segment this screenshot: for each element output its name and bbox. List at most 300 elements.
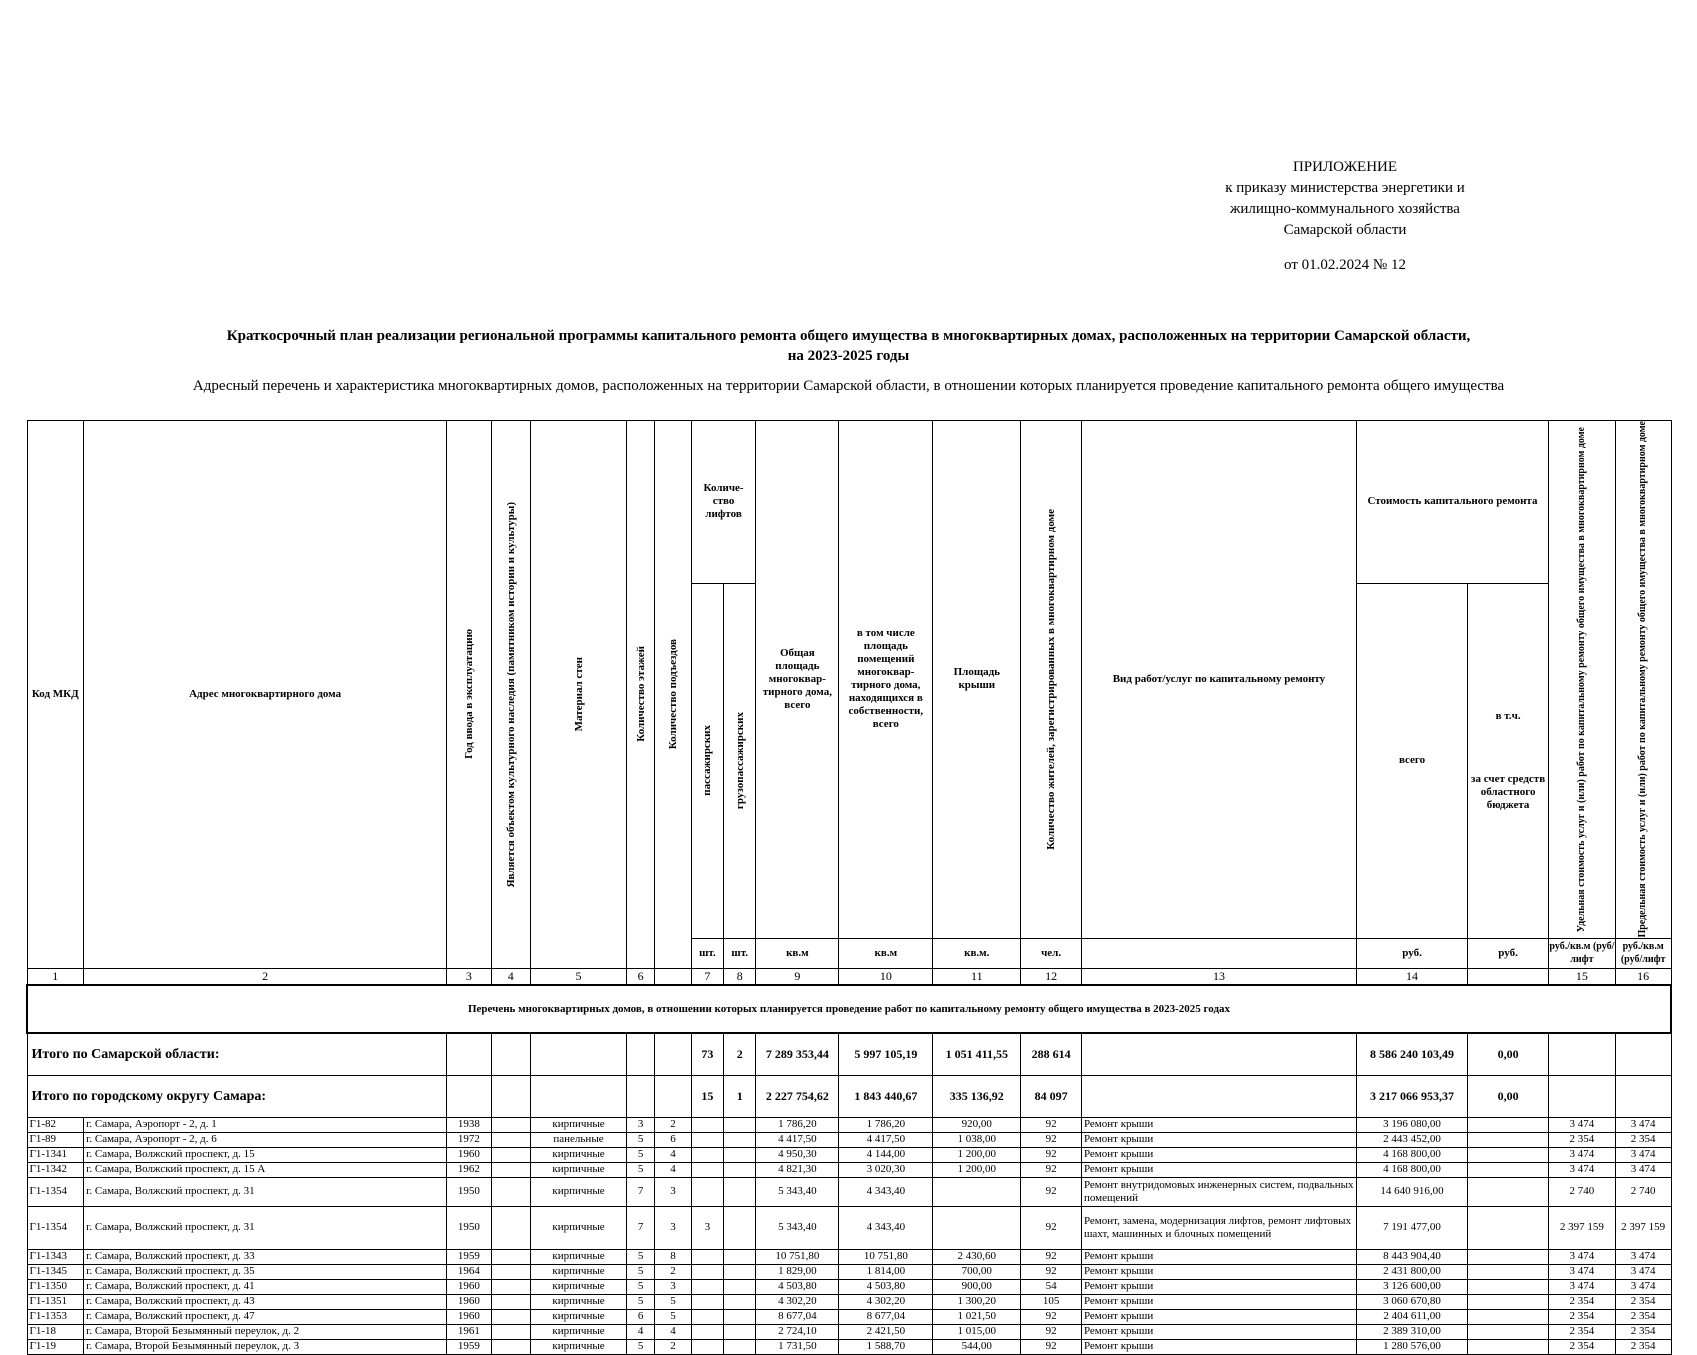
cell-cargo bbox=[724, 1132, 756, 1147]
cell-floors: 7 bbox=[627, 1206, 655, 1249]
cell-code: Г1-1351 bbox=[27, 1294, 84, 1309]
cell-owned-area: 10 751,80 bbox=[839, 1249, 933, 1264]
cell-walls: кирпичные bbox=[530, 1249, 626, 1264]
total-empty-cell bbox=[1615, 1075, 1671, 1117]
header-work-type: Вид работ/услуг по капитальному ремонту bbox=[1081, 421, 1356, 939]
unit-sqm: кв.м bbox=[839, 938, 933, 968]
total-roof-area: 335 136,92 bbox=[933, 1075, 1021, 1117]
cell-max-cost: 3 474 bbox=[1615, 1264, 1671, 1279]
header-max-cost bbox=[1615, 421, 1671, 939]
cell-year: 1960 bbox=[447, 1279, 491, 1294]
header-floors-text: Количество этажей bbox=[634, 646, 647, 743]
table-row bbox=[27, 1206, 1671, 1249]
header-residents-text: Количество жителей, зарегистрированных в многоквартирном доме bbox=[1045, 508, 1058, 850]
cell-cost: 3 126 600,00 bbox=[1356, 1279, 1467, 1294]
table-row bbox=[27, 1117, 1671, 1132]
section-title: Перечень многоквартирных домов, в отношении которых планируется проведение работ по капитальному ремонту общего имущества в 2023-2025 годах bbox=[27, 985, 1671, 1033]
cell-heritage bbox=[491, 1264, 530, 1279]
cell-walls: кирпичные bbox=[530, 1264, 626, 1279]
cell-max-cost: 2 354 bbox=[1615, 1294, 1671, 1309]
cell-unit-cost: 3 474 bbox=[1549, 1279, 1616, 1294]
cell-cargo bbox=[724, 1339, 756, 1354]
cell-work: Ремонт, замена, модернизация лифтов, ремонт лифтовых шахт, машинных и блочных помещений bbox=[1081, 1206, 1356, 1249]
header-cost-total: всего bbox=[1356, 583, 1467, 938]
header-roof-area: Площадь крыши bbox=[933, 421, 1021, 939]
cell-passenger bbox=[691, 1162, 723, 1177]
column-number: 13 bbox=[1081, 968, 1356, 985]
total-empty-cell bbox=[447, 1033, 491, 1075]
total-owned-area: 1 843 440,67 bbox=[839, 1075, 933, 1117]
cell-regional bbox=[1468, 1206, 1549, 1249]
cell-heritage bbox=[491, 1279, 530, 1294]
cell-entrances: 5 bbox=[655, 1294, 691, 1309]
cell-cargo bbox=[724, 1162, 756, 1177]
table-row bbox=[27, 1147, 1671, 1162]
table-row bbox=[27, 1177, 1671, 1206]
cell-floors: 5 bbox=[627, 1264, 655, 1279]
header-passenger bbox=[691, 583, 723, 938]
cell-passenger bbox=[691, 1279, 723, 1294]
total-cargo: 2 bbox=[724, 1033, 756, 1075]
header-year-text: Год ввода в эксплуатацию bbox=[462, 629, 475, 760]
cell-roof-area bbox=[933, 1177, 1021, 1206]
cell-roof-area: 700,00 bbox=[933, 1264, 1021, 1279]
header-cargo bbox=[724, 583, 756, 938]
cell-entrances: 3 bbox=[655, 1206, 691, 1249]
cell-cost: 2 404 611,00 bbox=[1356, 1309, 1467, 1324]
cell-roof-area: 2 430,60 bbox=[933, 1249, 1021, 1264]
cell-unit-cost: 2 740 bbox=[1549, 1177, 1616, 1206]
cell-address: г. Самара, Волжский проспект, д. 31 bbox=[84, 1177, 447, 1206]
cell-heritage bbox=[491, 1147, 530, 1162]
cell-max-cost: 3 474 bbox=[1615, 1249, 1671, 1264]
cell-residents: 92 bbox=[1021, 1132, 1082, 1147]
cell-unit-cost: 2 354 bbox=[1549, 1339, 1616, 1354]
cell-cost: 4 168 800,00 bbox=[1356, 1162, 1467, 1177]
cell-total-area: 1 786,20 bbox=[756, 1117, 839, 1132]
column-number: 8 bbox=[724, 968, 756, 985]
cell-walls: кирпичные bbox=[530, 1206, 626, 1249]
unit-sqm: кв.м bbox=[756, 938, 839, 968]
cell-passenger: 3 bbox=[691, 1206, 723, 1249]
column-number bbox=[1468, 968, 1549, 985]
cell-residents: 92 bbox=[1021, 1249, 1082, 1264]
total-row bbox=[27, 1033, 1671, 1075]
table-row bbox=[27, 1249, 1671, 1264]
cell-walls: кирпичные bbox=[530, 1117, 626, 1132]
cell-owned-area: 1 814,00 bbox=[839, 1264, 933, 1279]
cell-roof-area: 1 300,20 bbox=[933, 1294, 1021, 1309]
cell-residents: 92 bbox=[1021, 1147, 1082, 1162]
appendix-line: жилищно-коммунального хозяйства bbox=[1230, 201, 1460, 217]
total-cost-total: 3 217 066 953,37 bbox=[1356, 1075, 1467, 1117]
cell-work: Ремонт крыши bbox=[1081, 1162, 1356, 1177]
cell-total-area: 5 343,40 bbox=[756, 1206, 839, 1249]
cell-total-area: 4 950,30 bbox=[756, 1147, 839, 1162]
table-row bbox=[27, 1162, 1671, 1177]
cell-unit-cost: 2 354 bbox=[1549, 1309, 1616, 1324]
cell-year: 1950 bbox=[447, 1206, 491, 1249]
cell-entrances: 3 bbox=[655, 1177, 691, 1206]
cell-address: г. Самара, Аэропорт - 2, д. 1 bbox=[84, 1117, 447, 1132]
header-unit-cost-text: Удельная стоимость услуг и (или) работ по капитальному ремонту общего имущества в многоквартирном доме bbox=[1575, 426, 1587, 932]
cell-unit-cost: 2 354 bbox=[1549, 1132, 1616, 1147]
cell-owned-area: 4 503,80 bbox=[839, 1279, 933, 1294]
cell-entrances: 2 bbox=[655, 1339, 691, 1354]
column-number: 1 bbox=[27, 968, 84, 985]
column-number-row bbox=[27, 968, 1671, 985]
header-cargo-text: грузопассажирских bbox=[733, 712, 746, 810]
cell-total-area: 8 677,04 bbox=[756, 1309, 839, 1324]
column-number: 12 bbox=[1021, 968, 1082, 985]
column-number: 5 bbox=[530, 968, 626, 985]
total-empty-cell bbox=[447, 1075, 491, 1117]
total-empty-cell bbox=[1549, 1033, 1616, 1075]
cell-owned-area: 4 343,40 bbox=[839, 1206, 933, 1249]
cell-total-area: 4 503,80 bbox=[756, 1279, 839, 1294]
cell-passenger bbox=[691, 1294, 723, 1309]
column-number: 10 bbox=[839, 968, 933, 985]
header-entrances-text: Количество подъездов bbox=[667, 639, 680, 750]
cell-entrances: 4 bbox=[655, 1324, 691, 1339]
cell-year: 1938 bbox=[447, 1117, 491, 1132]
header-heritage bbox=[491, 421, 530, 969]
column-number: 14 bbox=[1356, 968, 1467, 985]
total-owned-area: 5 997 105,19 bbox=[839, 1033, 933, 1075]
total-total-area: 2 227 754,62 bbox=[756, 1075, 839, 1117]
cell-walls: кирпичные bbox=[530, 1324, 626, 1339]
cell-residents: 92 bbox=[1021, 1206, 1082, 1249]
cell-owned-area: 4 343,40 bbox=[839, 1177, 933, 1206]
cell-walls: кирпичные bbox=[530, 1309, 626, 1324]
total-cost-total: 8 586 240 103,49 bbox=[1356, 1033, 1467, 1075]
cell-passenger bbox=[691, 1177, 723, 1206]
cell-heritage bbox=[491, 1339, 530, 1354]
cell-roof-area: 1 200,00 bbox=[933, 1162, 1021, 1177]
cell-cost: 1 280 576,00 bbox=[1356, 1339, 1467, 1354]
cell-code: Г1-1353 bbox=[27, 1309, 84, 1324]
cell-roof-area: 1 021,50 bbox=[933, 1309, 1021, 1324]
cell-code: Г1-1345 bbox=[27, 1264, 84, 1279]
cell-cost: 14 640 916,00 bbox=[1356, 1177, 1467, 1206]
cell-cargo bbox=[724, 1294, 756, 1309]
cell-cost: 2 389 310,00 bbox=[1356, 1324, 1467, 1339]
cell-total-area: 1 829,00 bbox=[756, 1264, 839, 1279]
appendix-block bbox=[1180, 157, 1510, 276]
cell-walls: кирпичные bbox=[530, 1339, 626, 1354]
cell-floors: 3 bbox=[627, 1117, 655, 1132]
cell-work: Ремонт крыши bbox=[1081, 1147, 1356, 1162]
header-address: Адрес многоквартирного дома bbox=[84, 421, 447, 969]
cell-roof-area: 1 200,00 bbox=[933, 1147, 1021, 1162]
header-lifts: Количе-ство лифтов bbox=[691, 421, 756, 584]
order-date: от 01.02.2024 № 12 bbox=[1284, 257, 1406, 273]
cell-cargo bbox=[724, 1309, 756, 1324]
cell-floors: 5 bbox=[627, 1162, 655, 1177]
cell-heritage bbox=[491, 1117, 530, 1132]
cell-regional bbox=[1468, 1294, 1549, 1309]
cell-cost: 3 196 080,00 bbox=[1356, 1117, 1467, 1132]
cell-walls: кирпичные bbox=[530, 1162, 626, 1177]
unit-rub: руб. bbox=[1356, 938, 1467, 968]
cell-roof-area: 1 038,00 bbox=[933, 1132, 1021, 1147]
total-cargo: 1 bbox=[724, 1075, 756, 1117]
cell-cargo bbox=[724, 1147, 756, 1162]
cell-residents: 92 bbox=[1021, 1309, 1082, 1324]
cell-floors: 5 bbox=[627, 1279, 655, 1294]
total-roof-area: 1 051 411,55 bbox=[933, 1033, 1021, 1075]
cell-max-cost: 3 474 bbox=[1615, 1162, 1671, 1177]
cell-walls: кирпичные bbox=[530, 1279, 626, 1294]
cell-entrances: 6 bbox=[655, 1132, 691, 1147]
unit-sqm: кв.м. bbox=[933, 938, 1021, 968]
total-empty-cell bbox=[627, 1075, 655, 1117]
section-row bbox=[27, 985, 1671, 1033]
column-number: 7 bbox=[691, 968, 723, 985]
unit-rub-sqm: руб./кв.м (руб/лифт bbox=[1615, 938, 1671, 968]
total-passenger: 15 bbox=[691, 1075, 723, 1117]
cell-passenger bbox=[691, 1147, 723, 1162]
cell-address: г. Самара, Волжский проспект, д. 41 bbox=[84, 1279, 447, 1294]
column-number: 11 bbox=[933, 968, 1021, 985]
cell-passenger bbox=[691, 1324, 723, 1339]
cell-cost: 2 443 452,00 bbox=[1356, 1132, 1467, 1147]
cell-floors: 5 bbox=[627, 1249, 655, 1264]
table-row bbox=[27, 1264, 1671, 1279]
cell-passenger bbox=[691, 1117, 723, 1132]
total-total-area: 7 289 353,44 bbox=[756, 1033, 839, 1075]
cell-work: Ремонт крыши bbox=[1081, 1339, 1356, 1354]
cell-address: г. Самара, Аэропорт - 2, д. 6 bbox=[84, 1132, 447, 1147]
cell-passenger bbox=[691, 1309, 723, 1324]
cell-max-cost: 3 474 bbox=[1615, 1117, 1671, 1132]
header-cost: Стоимость капитального ремонта bbox=[1356, 421, 1548, 584]
cell-roof-area bbox=[933, 1206, 1021, 1249]
cell-owned-area: 1 786,20 bbox=[839, 1117, 933, 1132]
cell-year: 1960 bbox=[447, 1147, 491, 1162]
header-max-cost-text: Предельная стоимость услуг и (или) работ по капитальному ремонту общего имущества в многоквартирном доме bbox=[1637, 421, 1649, 938]
total-regional: 0,00 bbox=[1468, 1075, 1549, 1117]
cell-walls: кирпичные bbox=[530, 1294, 626, 1309]
table-row bbox=[27, 1132, 1671, 1147]
cell-owned-area: 1 588,70 bbox=[839, 1339, 933, 1354]
total-empty-cell bbox=[1081, 1075, 1356, 1117]
cell-residents: 92 bbox=[1021, 1162, 1082, 1177]
cell-regional bbox=[1468, 1264, 1549, 1279]
cell-unit-cost: 3 474 bbox=[1549, 1249, 1616, 1264]
cell-address: г. Самара, Волжский проспект, д. 47 bbox=[84, 1309, 447, 1324]
cell-address: г. Самара, Волжский проспект, д. 15 А bbox=[84, 1162, 447, 1177]
header-incl: в т.ч. bbox=[1495, 709, 1521, 722]
cell-max-cost: 3 474 bbox=[1615, 1279, 1671, 1294]
cell-unit-cost: 3 474 bbox=[1549, 1264, 1616, 1279]
cell-max-cost: 2 354 bbox=[1615, 1309, 1671, 1324]
cell-walls: панельные bbox=[530, 1132, 626, 1147]
cell-regional bbox=[1468, 1249, 1549, 1264]
cell-floors: 5 bbox=[627, 1339, 655, 1354]
cell-owned-area: 4 417,50 bbox=[839, 1132, 933, 1147]
cell-roof-area: 1 015,00 bbox=[933, 1324, 1021, 1339]
cell-regional bbox=[1468, 1309, 1549, 1324]
cell-max-cost: 2 354 bbox=[1615, 1339, 1671, 1354]
cell-passenger bbox=[691, 1249, 723, 1264]
cell-roof-area: 544,00 bbox=[933, 1339, 1021, 1354]
cell-total-area: 2 724,10 bbox=[756, 1324, 839, 1339]
title-line: на 2023-2025 годы bbox=[787, 348, 910, 364]
total-regional: 0,00 bbox=[1468, 1033, 1549, 1075]
cell-code: Г1-18 bbox=[27, 1324, 84, 1339]
cell-entrances: 8 bbox=[655, 1249, 691, 1264]
cell-unit-cost: 3 474 bbox=[1549, 1117, 1616, 1132]
table-row bbox=[27, 1324, 1671, 1339]
appendix-line: к приказу министерства энергетики и bbox=[1225, 180, 1465, 196]
cell-code: Г1-89 bbox=[27, 1132, 84, 1147]
cell-cost: 8 443 904,40 bbox=[1356, 1249, 1467, 1264]
cell-residents: 92 bbox=[1021, 1177, 1082, 1206]
cell-heritage bbox=[491, 1309, 530, 1324]
cell-owned-area: 4 302,20 bbox=[839, 1294, 933, 1309]
cell-residents: 54 bbox=[1021, 1279, 1082, 1294]
total-empty-cell bbox=[491, 1033, 530, 1075]
cell-owned-area: 2 421,50 bbox=[839, 1324, 933, 1339]
cell-total-area: 1 731,50 bbox=[756, 1339, 839, 1354]
cell-address: г. Самара, Второй Безымянный переулок, д. 2 bbox=[84, 1324, 447, 1339]
cell-cost: 4 168 800,00 bbox=[1356, 1147, 1467, 1162]
header-total-area: Общая площадь многоквар-тирного дома, всего bbox=[756, 421, 839, 939]
document-title bbox=[0, 326, 1697, 366]
cell-code: Г1-19 bbox=[27, 1339, 84, 1354]
cell-passenger bbox=[691, 1132, 723, 1147]
header-passenger-text: пассажирских bbox=[701, 725, 714, 797]
cell-address: г. Самара, Волжский проспект, д. 35 bbox=[84, 1264, 447, 1279]
cell-unit-cost: 2 354 bbox=[1549, 1294, 1616, 1309]
cell-regional bbox=[1468, 1339, 1549, 1354]
header-floors bbox=[627, 421, 655, 969]
unit-rub: руб. bbox=[1468, 938, 1549, 968]
cell-unit-cost: 2 354 bbox=[1549, 1324, 1616, 1339]
header-regional bbox=[1468, 583, 1549, 938]
cell-cargo bbox=[724, 1177, 756, 1206]
document-subtitle: Адресный перечень и характеристика многоквартирных домов, расположенных на территории Самарской области, в отношении которых планируется проведение капитального ремонта общего имущества bbox=[192, 378, 1505, 394]
cell-work: Ремонт крыши bbox=[1081, 1279, 1356, 1294]
table-row bbox=[27, 1279, 1671, 1294]
cell-regional bbox=[1468, 1177, 1549, 1206]
cell-owned-area: 4 144,00 bbox=[839, 1147, 933, 1162]
column-number: 4 bbox=[491, 968, 530, 985]
cell-unit-cost: 3 474 bbox=[1549, 1162, 1616, 1177]
cell-work: Ремонт крыши bbox=[1081, 1249, 1356, 1264]
cell-work: Ремонт крыши bbox=[1081, 1324, 1356, 1339]
cell-floors: 4 bbox=[627, 1324, 655, 1339]
cell-cargo bbox=[724, 1279, 756, 1294]
total-residents: 288 614 bbox=[1021, 1033, 1082, 1075]
cell-cost: 2 431 800,00 bbox=[1356, 1264, 1467, 1279]
cell-walls: кирпичные bbox=[530, 1177, 626, 1206]
cell-entrances: 5 bbox=[655, 1309, 691, 1324]
cell-residents: 105 bbox=[1021, 1294, 1082, 1309]
total-label: Итого по городскому округу Самара: bbox=[27, 1075, 447, 1117]
total-empty-cell bbox=[1615, 1033, 1671, 1075]
title-line: Краткосрочный план реализации региональной программы капитального ремонта общего имущества в многоквартирных домах, расположенных на территории Самарской области, bbox=[226, 328, 1471, 344]
cell-year: 1961 bbox=[447, 1324, 491, 1339]
column-number: 6 bbox=[627, 968, 655, 985]
cell-address: г. Самара, Волжский проспект, д. 31 bbox=[84, 1206, 447, 1249]
unit-rub-sqm: руб./кв.м (руб/лифт bbox=[1549, 938, 1616, 968]
cell-cargo bbox=[724, 1264, 756, 1279]
cell-entrances: 3 bbox=[655, 1279, 691, 1294]
appendix-line: Самарской области bbox=[1283, 222, 1407, 238]
total-empty-cell bbox=[655, 1033, 691, 1075]
cell-passenger bbox=[691, 1339, 723, 1354]
cell-roof-area: 920,00 bbox=[933, 1117, 1021, 1132]
header-unit-cost bbox=[1549, 421, 1616, 939]
cell-max-cost: 2 354 bbox=[1615, 1132, 1671, 1147]
cell-heritage bbox=[491, 1177, 530, 1206]
total-empty-cell bbox=[655, 1075, 691, 1117]
table-row bbox=[27, 1294, 1671, 1309]
total-passenger: 73 bbox=[691, 1033, 723, 1075]
cell-passenger bbox=[691, 1264, 723, 1279]
total-empty-cell bbox=[491, 1075, 530, 1117]
table-row bbox=[27, 1309, 1671, 1324]
cell-regional bbox=[1468, 1324, 1549, 1339]
cell-residents: 92 bbox=[1021, 1264, 1082, 1279]
header-owned-area: в том числе площадь помещений многоквар-тирного дома, находящихся в собственности, всего bbox=[839, 421, 933, 939]
header-walls bbox=[530, 421, 626, 969]
cell-total-area: 4 821,30 bbox=[756, 1162, 839, 1177]
cell-roof-area: 900,00 bbox=[933, 1279, 1021, 1294]
cell-code: Г1-1343 bbox=[27, 1249, 84, 1264]
header-year bbox=[447, 421, 491, 969]
cell-entrances: 2 bbox=[655, 1264, 691, 1279]
cell-work: Ремонт крыши bbox=[1081, 1309, 1356, 1324]
cell-cargo bbox=[724, 1324, 756, 1339]
unit-people: чел. bbox=[1021, 938, 1082, 968]
cell-heritage bbox=[491, 1132, 530, 1147]
cell-code: Г1-1350 bbox=[27, 1279, 84, 1294]
header-walls-text: Материал стен bbox=[572, 657, 585, 732]
column-number bbox=[655, 968, 691, 985]
unit-pcs: шт. bbox=[691, 938, 723, 968]
cell-cargo bbox=[724, 1206, 756, 1249]
header-regional-text: за счет средств областного бюджета bbox=[1471, 772, 1546, 811]
total-row bbox=[27, 1075, 1671, 1117]
header-heritage-text: Является объектом культурного наследия (памятником истории и культуры) bbox=[504, 501, 517, 887]
column-number: 9 bbox=[756, 968, 839, 985]
cell-heritage bbox=[491, 1324, 530, 1339]
cell-entrances: 4 bbox=[655, 1147, 691, 1162]
cell-heritage bbox=[491, 1294, 530, 1309]
cell-heritage bbox=[491, 1249, 530, 1264]
cell-floors: 5 bbox=[627, 1294, 655, 1309]
cell-address: г. Самара, Волжский проспект, д. 43 bbox=[84, 1294, 447, 1309]
cell-year: 1959 bbox=[447, 1339, 491, 1354]
cell-work: Ремонт крыши bbox=[1081, 1117, 1356, 1132]
total-empty-cell bbox=[530, 1033, 626, 1075]
cell-cargo bbox=[724, 1249, 756, 1264]
cell-max-cost: 3 474 bbox=[1615, 1147, 1671, 1162]
cell-floors: 6 bbox=[627, 1309, 655, 1324]
cell-total-area: 4 302,20 bbox=[756, 1294, 839, 1309]
total-empty-cell bbox=[627, 1033, 655, 1075]
total-empty-cell bbox=[1549, 1075, 1616, 1117]
cell-year: 1962 bbox=[447, 1162, 491, 1177]
cell-floors: 7 bbox=[627, 1177, 655, 1206]
cell-address: г. Самара, Второй Безымянный переулок, д. 3 bbox=[84, 1339, 447, 1354]
cell-code: Г1-1354 bbox=[27, 1206, 84, 1249]
cell-year: 1950 bbox=[447, 1177, 491, 1206]
column-number: 16 bbox=[1615, 968, 1671, 985]
